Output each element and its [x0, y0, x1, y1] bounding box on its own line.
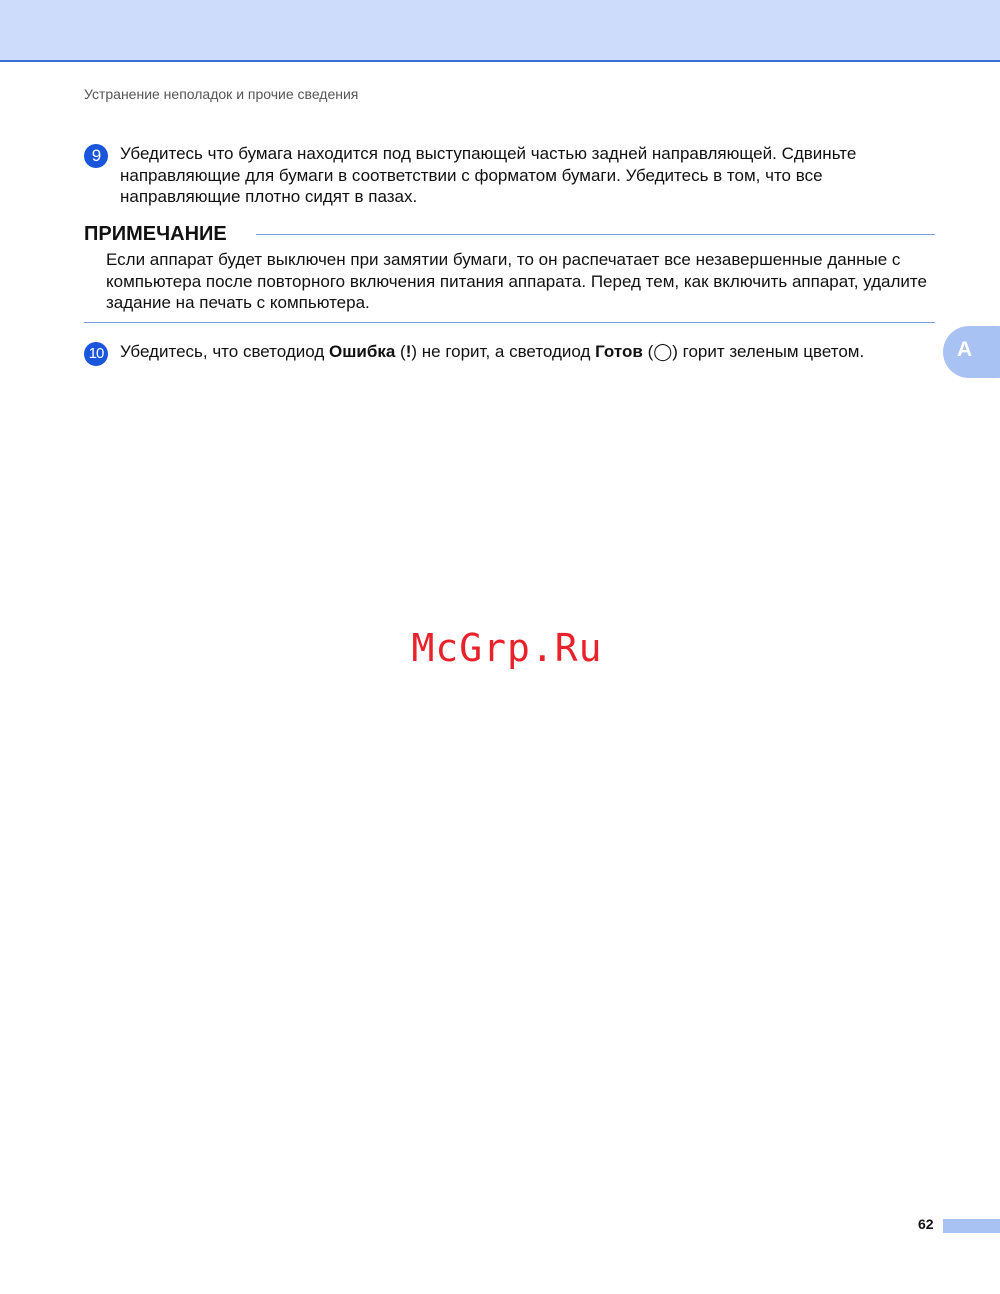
chapter-tab-label: A: [957, 338, 973, 361]
step-9: [84, 143, 944, 208]
note-divider-bottom: [84, 322, 935, 323]
step-number-badge: 9: [84, 144, 108, 168]
note-divider-top: [256, 234, 935, 235]
step-text: Убедитесь что бумага находится под выступающей частью задней направляющей. Сдвиньте направляющие для бумаги в соответствии с форматом бумаги. Убедитесь в том, что все направляющие плотно сидят в пазах.: [120, 144, 857, 206]
ready-led-label: Готов: [595, 342, 643, 361]
page-number: 62: [918, 1216, 934, 1232]
page-number-bar: [943, 1219, 1000, 1233]
step-10: [84, 341, 944, 363]
top-band: [0, 0, 1000, 62]
watermark: McGrp.Ru: [411, 626, 603, 670]
note-text: Если аппарат будет выключен при замятии бумаги, то он распечатает все незавершенные данные с компьютера после повторного включения питания аппарата. Перед тем, как включить аппарат, удалите задание на печать с компьютера.: [106, 250, 927, 312]
step-text: Убедитесь, что светодиод Ошибка (!) не горит, а светодиод Готов (◯) горит зеленым цветом.: [120, 342, 865, 361]
step-number-badge: 10: [84, 342, 108, 366]
error-led-label: Ошибка: [329, 342, 396, 361]
running-head: Устранение неполадок и прочие сведения: [84, 86, 359, 102]
note-title: ПРИМЕЧАНИЕ: [84, 223, 227, 245]
ready-led-icon: ◯: [653, 342, 673, 361]
error-led-icon: !: [405, 342, 412, 361]
